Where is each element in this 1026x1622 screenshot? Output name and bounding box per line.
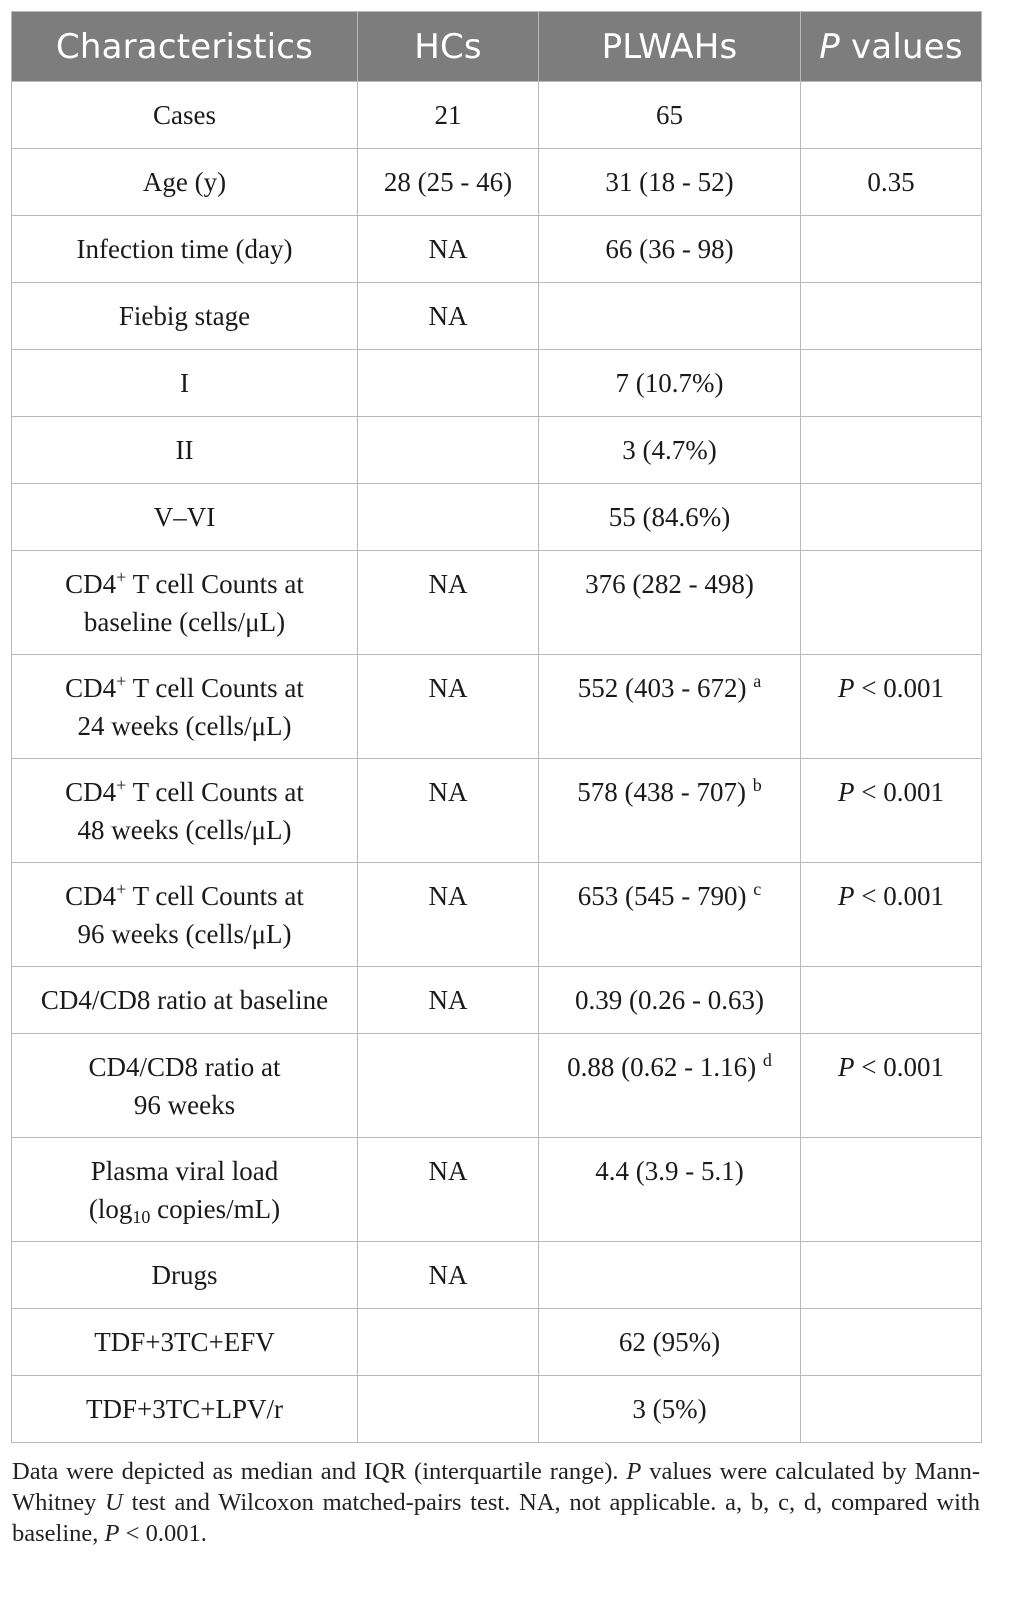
cell-characteristic: V–VI [12, 484, 358, 551]
cell-hcs [358, 417, 539, 484]
cell-hcs: NA [358, 967, 539, 1034]
cell-plwahs: 376 (282 - 498) [539, 551, 801, 655]
cell-hcs: NA [358, 1242, 539, 1309]
cell-hcs: NA [358, 283, 539, 350]
table-row [12, 216, 982, 283]
cell-characteristic: CD4+ T cell Counts at baseline (cells/μL) [12, 551, 358, 655]
table-row [12, 655, 982, 759]
cell-hcs: NA [358, 551, 539, 655]
cell-hcs [358, 1376, 539, 1443]
header-p-rest: values [839, 26, 963, 67]
cell-p-value [801, 551, 982, 655]
table-row [12, 1242, 982, 1309]
cell-plwahs: 653 (545 - 790) $^c$ [539, 863, 801, 967]
cell-characteristic: CD4/CD8 ratio at 96 weeks [12, 1034, 358, 1138]
table-row [12, 1138, 982, 1242]
table-row [12, 1309, 982, 1376]
cell-p-value: P < 0.001 [801, 1034, 982, 1138]
cell-plwahs: 66 (36 - 98) [539, 216, 801, 283]
cell-plwahs: 4.4 (3.9 - 5.1) [539, 1138, 801, 1242]
cell-hcs: 28 (25 - 46) [358, 149, 539, 216]
cell-p-value [801, 1376, 982, 1443]
header-p-italic: P [819, 26, 840, 67]
cell-p-value [801, 82, 982, 149]
cell-p-value [801, 967, 982, 1034]
table-row [12, 967, 982, 1034]
header-p-values [801, 12, 982, 82]
header-hcs: HCs [358, 12, 539, 82]
cell-characteristic: CD4/CD8 ratio at baseline [12, 967, 358, 1034]
table-row [12, 82, 982, 149]
cell-characteristic: Fiebig stage [12, 283, 358, 350]
cell-plwahs: 62 (95%) [539, 1309, 801, 1376]
cell-p-value [801, 350, 982, 417]
cell-characteristic: Age (y) [12, 149, 358, 216]
cell-characteristic: CD4+ T cell Counts at 24 weeks (cells/μL) [12, 655, 358, 759]
cell-p-value [801, 1242, 982, 1309]
cell-hcs: NA [358, 655, 539, 759]
cell-characteristic: Drugs [12, 1242, 358, 1309]
cell-plwahs: 552 (403 - 672) $^a$ [539, 655, 801, 759]
cell-characteristic: Plasma viral load ($\log_{10}$ copies/mL) [12, 1138, 358, 1242]
cell-plwahs: 31 (18 - 52) [539, 149, 801, 216]
cell-p-value: P < 0.001 [801, 863, 982, 967]
cell-p-value [801, 1309, 982, 1376]
cell-hcs: NA [358, 216, 539, 283]
cell-plwahs: 65 [539, 82, 801, 149]
cell-p-value [801, 283, 982, 350]
cell-characteristic: I [12, 350, 358, 417]
table-row [12, 283, 982, 350]
cell-characteristic: CD4+ T cell Counts at 48 weeks (cells/μL) [12, 759, 358, 863]
cell-characteristic: Cases [12, 82, 358, 149]
header-plwahs: PLWAHs [539, 12, 801, 82]
table-row [12, 350, 982, 417]
table-row [12, 1376, 982, 1443]
cell-hcs [358, 484, 539, 551]
header-row [12, 12, 982, 82]
table-row [12, 484, 982, 551]
cell-p-value [801, 484, 982, 551]
cell-hcs: NA [358, 1138, 539, 1242]
cell-characteristic: CD4+ T cell Counts at 96 weeks (cells/μL) [12, 863, 358, 967]
characteristics-table [11, 11, 982, 1443]
cell-plwahs: 3 (4.7%) [539, 417, 801, 484]
cell-plwahs [539, 283, 801, 350]
cell-plwahs [539, 1242, 801, 1309]
cell-plwahs: 578 (438 - 707) $^b$ [539, 759, 801, 863]
cell-characteristic: Infection time (day) [12, 216, 358, 283]
cell-p-value [801, 216, 982, 283]
cell-hcs [358, 350, 539, 417]
table-footnote: Data were depicted as median and IQR (interquartile range). P values were calculated by Mann-Whitney U test and Wilcoxon matched-pairs test. NA, not applicable. a, b, c, d, compared with baseline, P < 0.001. [12, 1458, 980, 1547]
cell-plwahs: 0.39 (0.26 - 0.63) [539, 967, 801, 1034]
table-row [12, 759, 982, 863]
cell-hcs: NA [358, 863, 539, 967]
cell-hcs [358, 1309, 539, 1376]
cell-hcs [358, 1034, 539, 1138]
table-row [12, 551, 982, 655]
cell-plwahs: 0.88 (0.62 - 1.16) $^d$ [539, 1034, 801, 1138]
cell-characteristic: TDF+3TC+EFV [12, 1309, 358, 1376]
cell-plwahs: 3 (5%) [539, 1376, 801, 1443]
cell-plwahs: 7 (10.7%) [539, 350, 801, 417]
cell-p-value: 0.35 [801, 149, 982, 216]
cell-p-value [801, 1138, 982, 1242]
table-row [12, 149, 982, 216]
cell-characteristic: TDF+3TC+LPV/r [12, 1376, 358, 1443]
cell-plwahs: 55 (84.6%) [539, 484, 801, 551]
cell-hcs: NA [358, 759, 539, 863]
cell-hcs: 21 [358, 82, 539, 149]
header-characteristics: Characteristics [12, 12, 358, 82]
table-row [12, 417, 982, 484]
cell-characteristic: II [12, 417, 358, 484]
cell-p-value: P < 0.001 [801, 655, 982, 759]
cell-p-value: P < 0.001 [801, 759, 982, 863]
cell-p-value [801, 417, 982, 484]
table-row [12, 863, 982, 967]
table-row [12, 1034, 982, 1138]
